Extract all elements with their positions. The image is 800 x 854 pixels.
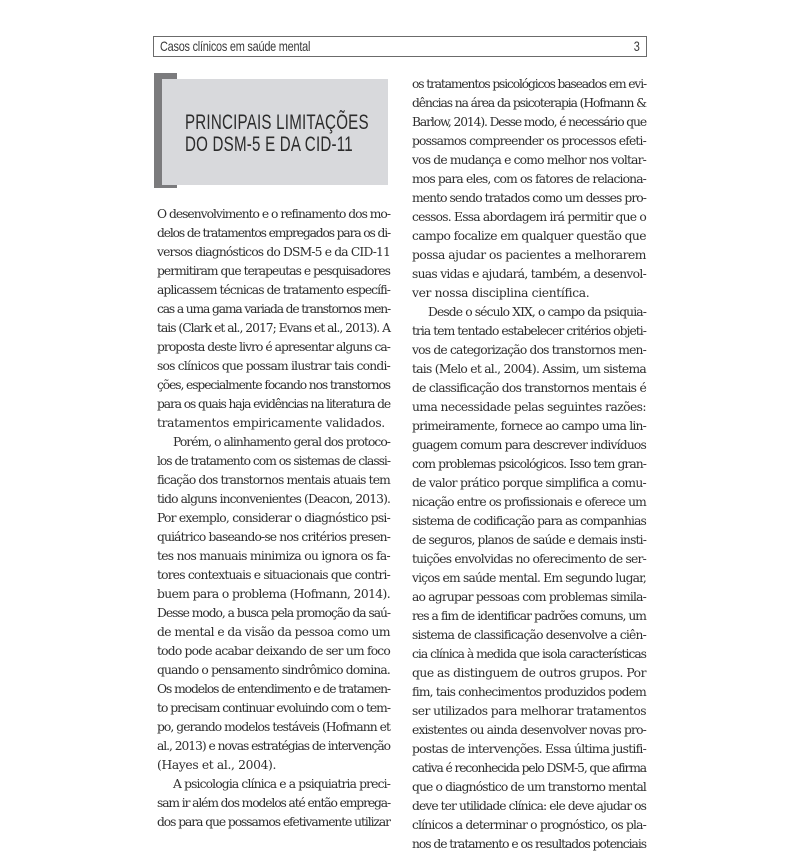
text-line: Os modelos de entendimento e de tratamen- xyxy=(157,682,390,696)
text-line: tais (Clark et al., 2017; Evans et al., 2013). A xyxy=(157,321,390,335)
text-line: quando o pensamento sindrômico domina. xyxy=(157,663,390,677)
text-line: los de tratamento com os sistemas de classi- xyxy=(157,454,390,468)
text-line: possamos compreender os processos efeti- xyxy=(412,134,646,148)
text-line: mos para eles, com os fatores de relaciona- xyxy=(412,172,646,186)
left-column-text xyxy=(157,205,390,832)
text-line: que as distinguem de outros grupos. Por xyxy=(412,666,646,680)
text-line: todo pode acabar deixando de ser um foco xyxy=(157,644,390,658)
text-line: ções, especialmente focando nos transtornos xyxy=(157,378,390,392)
text-line: sos clínicos que possam ilustrar tais condi- xyxy=(157,359,390,373)
text-line: cas a uma gama variada de transtornos men- xyxy=(157,302,390,316)
text-line: de valor prático porque simplifica a comu- xyxy=(412,476,646,490)
text-line: deve ter utilidade clínica: ele deve ajudar os xyxy=(412,799,646,813)
text-line: sistema de codificação para as companhias xyxy=(412,514,646,528)
text-line: clínicos a determinar o prognóstico, os pla- xyxy=(412,818,646,832)
text-line: delos de tratamentos empregados para os di- xyxy=(157,226,390,240)
text-line: mento sendo tratados como um desses pro- xyxy=(412,191,646,205)
text-line: ficação dos transtornos mentais atuais tem xyxy=(157,473,390,487)
text-line: tria tem tentado estabelecer critérios objeti- xyxy=(412,324,646,338)
text-line: permitiram que terapeutas e pesquisadores xyxy=(157,264,390,278)
text-line: proposta deste livro é apresentar alguns ca- xyxy=(157,340,390,354)
text-line: guagem comum para descrever indivíduos xyxy=(412,438,646,452)
text-line: Desse modo, a busca pela promoção da saú- xyxy=(157,606,390,620)
text-line: nos de tratamento e os resultados potenciais xyxy=(412,837,646,851)
page-number: 3 xyxy=(633,38,640,54)
text-line: Por exemplo, considerar o diagnóstico psi- xyxy=(157,511,390,525)
text-line: existentes ou ainda desenvolver novas pro- xyxy=(412,723,646,737)
text-line: de mental e da visão da pessoa como um xyxy=(157,625,390,639)
text-line: suas vidas e ajudará, também, a desenvol- xyxy=(412,267,646,281)
text-line: cativa é reconhecida pelo DSM-5, que afirma xyxy=(412,761,646,775)
text-line: de classificação dos transtornos mentais é xyxy=(412,381,646,395)
text-line: ao agrupar pessoas com problemas simila- xyxy=(412,590,646,604)
text-line: versos diagnósticos do DSM-5 e da CID-11 xyxy=(157,245,390,259)
text-line: viços em saúde mental. Em segundo lugar, xyxy=(412,571,646,585)
text-line: dências na área da psicoterapia (Hofmann & xyxy=(412,96,646,110)
text-line: ser utilizados para melhorar tratamentos xyxy=(412,704,646,718)
running-header xyxy=(153,36,647,57)
text-line: buem para o problema (Hofmann, 2014). xyxy=(157,587,390,601)
text-line: Desde o século XIX, o campo da psiquia- xyxy=(428,305,646,319)
text-line: O desenvolvimento e o refinamento dos mo- xyxy=(157,207,390,221)
text-line: sam ir além dos modelos até então emprega- xyxy=(157,796,390,810)
text-line: que o diagnóstico de um transtorno mental xyxy=(412,780,646,794)
text-line: Porém, o alinhamento geral dos protoco- xyxy=(173,435,390,449)
text-line: cia clínica à medida que isola características xyxy=(412,647,646,661)
text-line: campo focalize em qualquer questão que xyxy=(412,229,646,243)
text-line: vos de mudança e como melhor nos voltar- xyxy=(412,153,646,167)
text-line: com problemas psicológicos. Isso tem gran- xyxy=(412,457,646,471)
text-line: ver nossa disciplina científica. xyxy=(412,286,590,300)
text-line: vos de categorização dos transtornos men- xyxy=(412,343,646,357)
running-title: Casos clínicos em saúde mental xyxy=(160,38,311,54)
right-column-text xyxy=(412,75,646,854)
section-title xyxy=(185,112,369,156)
text-line: uma necessidade pelas seguintes razões: xyxy=(412,400,646,414)
text-line: tores contextuais e situacionais que contri- xyxy=(157,568,390,582)
text-line: possa ajudar os pacientes a melhorarem xyxy=(412,248,646,262)
text-line: to precisam continuar evoluindo com o tem- xyxy=(157,701,390,715)
text-line: cessos. Essa abordagem irá permitir que o xyxy=(412,210,646,224)
text-line: Barlow, 2014). Desse modo, é necessário que xyxy=(412,115,646,129)
text-line: po, gerando modelos testáveis (Hofmann et xyxy=(157,720,390,734)
text-line: quiátrico baseando-se nos critérios presen- xyxy=(157,530,390,544)
section-title-line: PRINCIPAIS LIMITAÇÕES xyxy=(185,111,369,134)
text-line: A psicologia clínica e a psiquiatria preci- xyxy=(173,777,390,791)
text-line: aplicassem técnicas de tratamento específi- xyxy=(157,283,390,297)
section-title-line: DO DSM-5 E DA CID-11 xyxy=(185,133,353,156)
text-line: tido alguns inconvenientes (Deacon, 2013). xyxy=(157,492,390,506)
text-line: tes nos manuais minimiza ou ignora os fa- xyxy=(157,549,390,563)
text-line: (Hayes et al., 2004). xyxy=(157,758,277,772)
text-line: para os quais haja evidências na literatura de xyxy=(157,397,390,411)
text-line: res a fim de identificar padrões comuns, um xyxy=(412,609,646,623)
text-line: postas de intervenções. Essa última justifi- xyxy=(412,742,646,756)
text-line: primeiramente, fornece ao campo uma lin- xyxy=(412,419,646,433)
text-line: tuições envolvidas no oferecimento de ser- xyxy=(412,552,646,566)
text-line: os tratamentos psicológicos baseados em evi- xyxy=(412,77,646,91)
text-line: tais (Melo et al., 2004). Assim, um sistema xyxy=(412,362,646,376)
text-line: de seguros, planos de saúde e demais insti- xyxy=(412,533,646,547)
text-line: fim, tais conhecimentos produzidos podem xyxy=(412,685,646,699)
text-line: nicação entre os profissionais e oferece um xyxy=(412,495,646,509)
text-line: sistema de classificação desenvolve a ciên- xyxy=(412,628,646,642)
text-line: dos para que possamos efetivamente utilizar xyxy=(157,815,390,829)
bracket-vertical-bar xyxy=(154,73,162,188)
text-line: al., 2013) e novas estratégias de intervenção xyxy=(157,739,390,753)
text-line: tratamentos empiricamente validados. xyxy=(157,416,385,430)
